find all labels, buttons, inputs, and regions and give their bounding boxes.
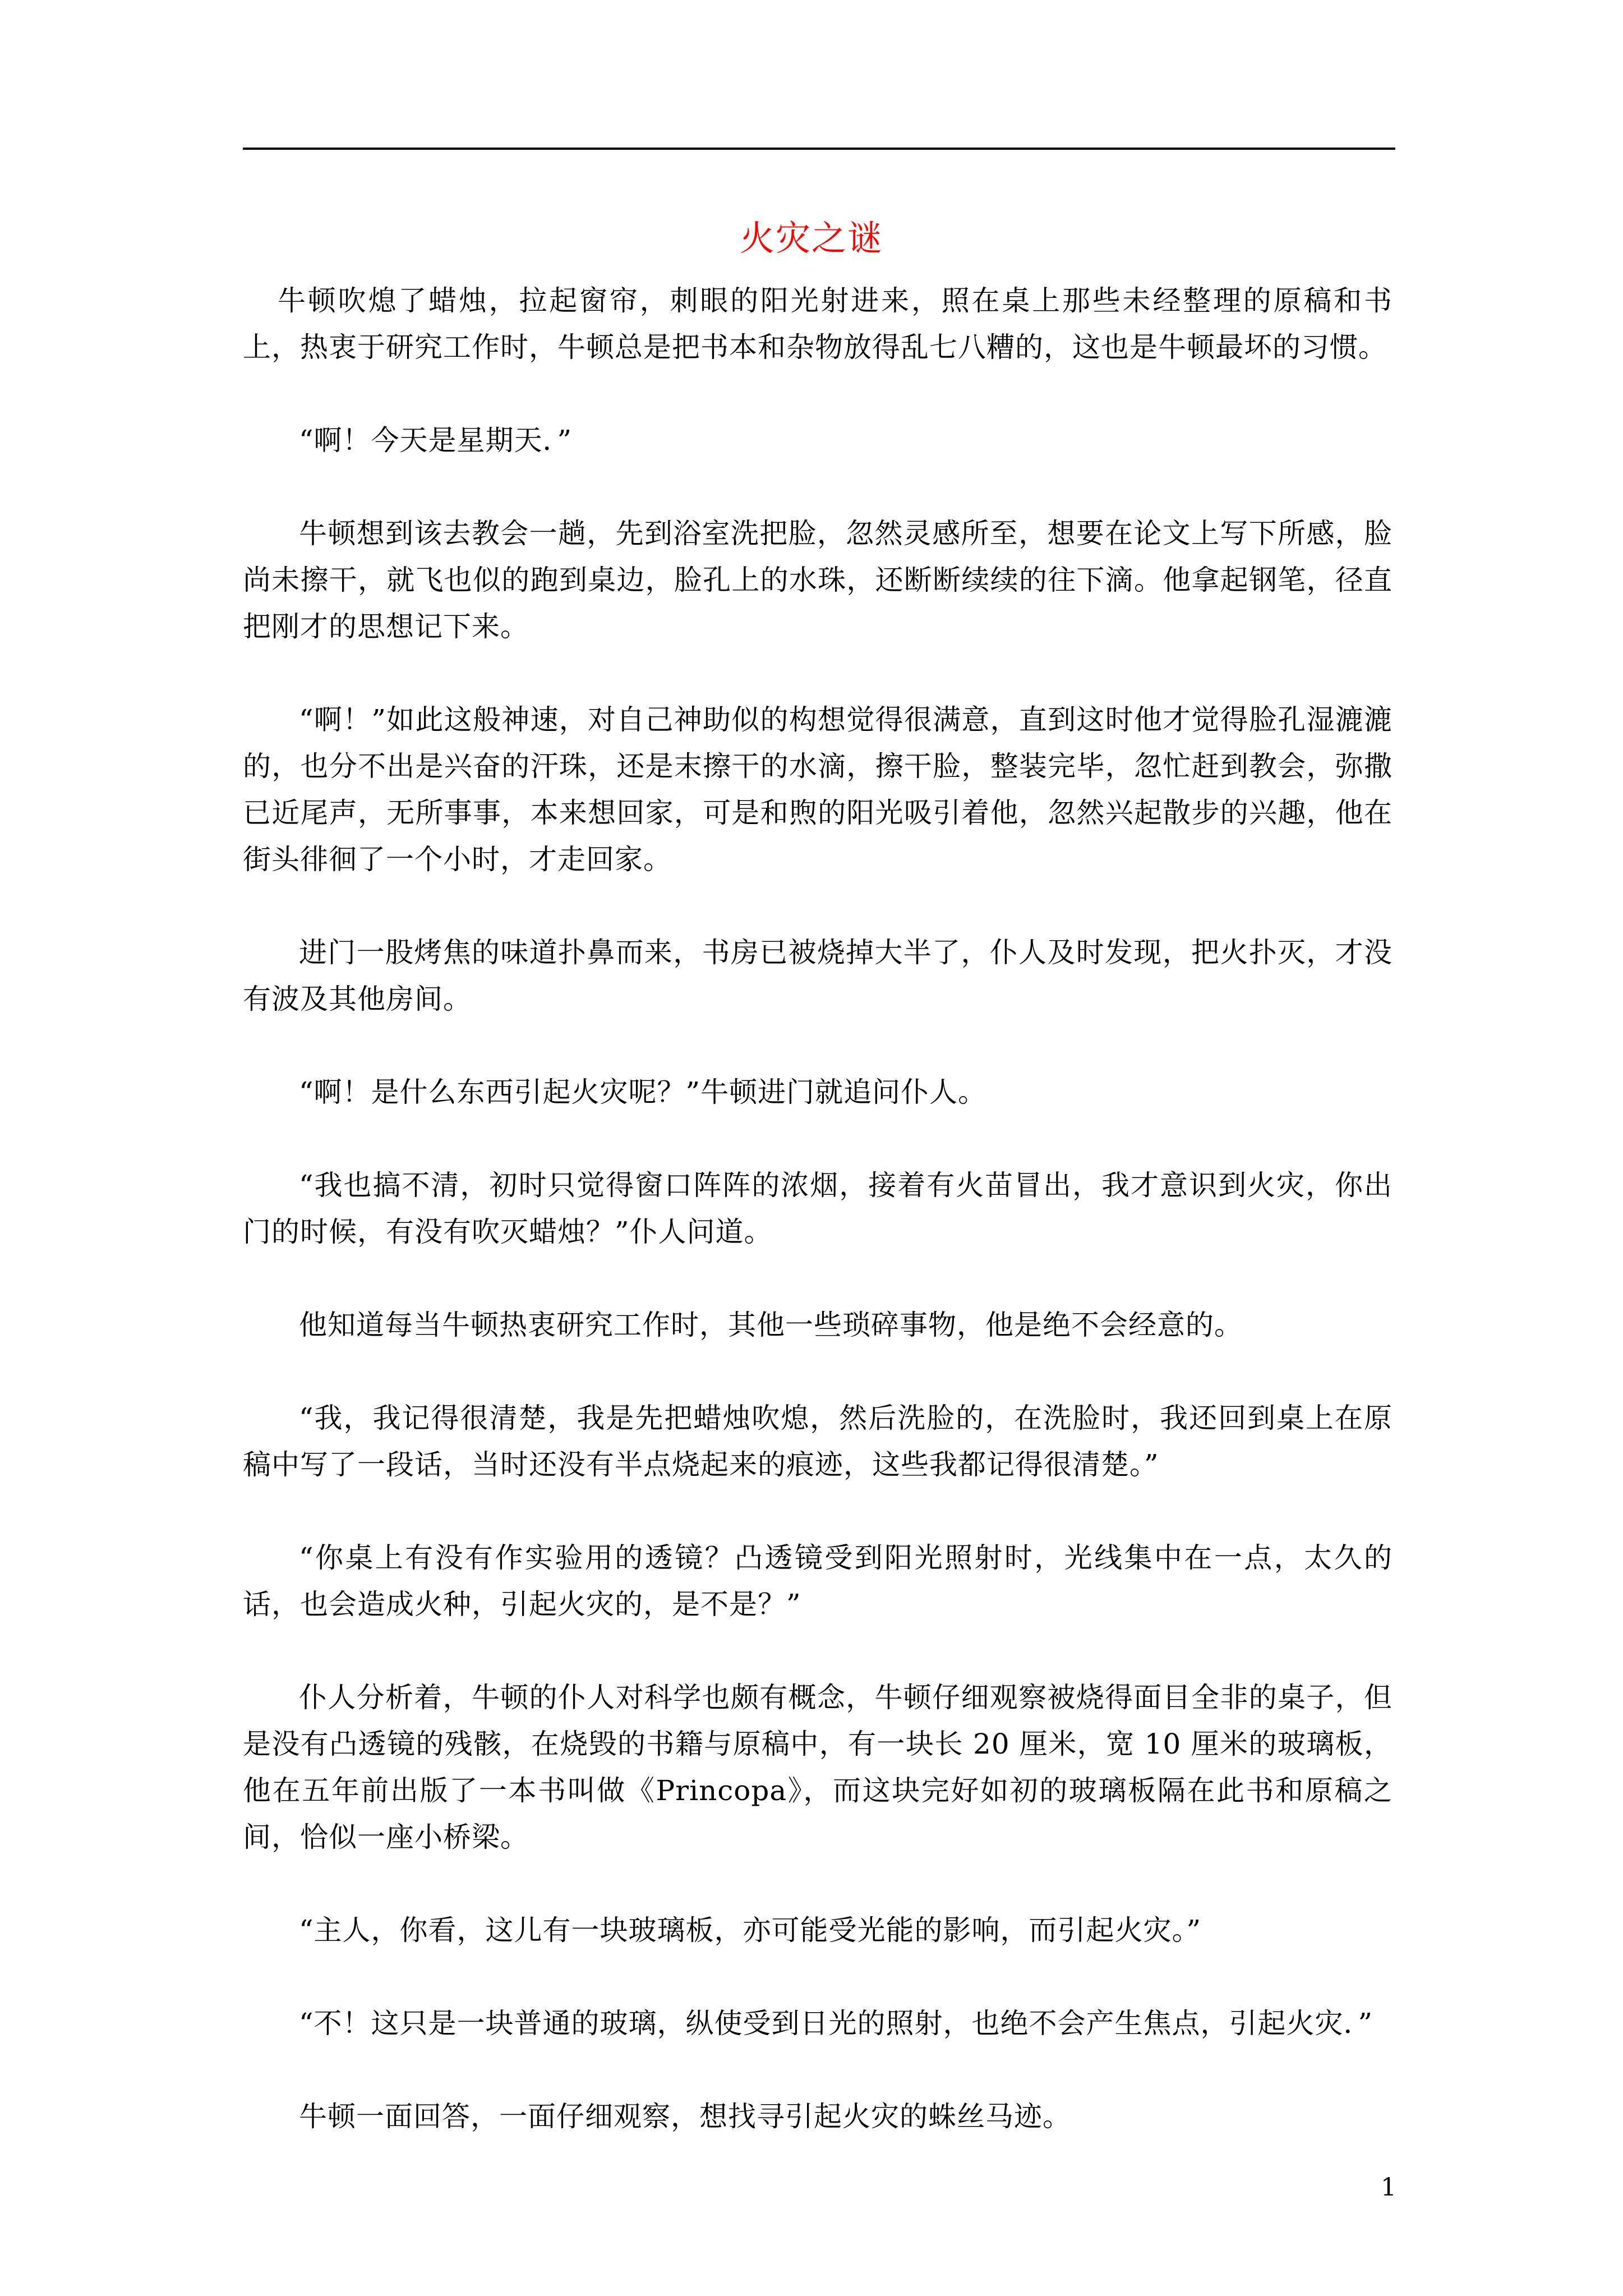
- paragraph-11: 仆人分析着，牛顿的仆人对科学也颇有概念，牛顿仔细观察被烧得面目全非的桌子，但是没有凸透镜的残骸，在烧毁的书籍与原稿中，有一块长 20 厘米，宽 10 厘米的玻璃板，他在五年前出版了一本书叫做《Princopa》，而这块完好如初的玻璃板隔在此书和原稿之间，恰似一座小桥梁。: [243, 1681, 1393, 1853]
- paragraph-10: “你桌上有没有作实验用的透镜？凸透镜受到阳光照射时，光线集中在一点，太久的话，也会造成火种，引起火灾的，是不是？”: [243, 1542, 1393, 1621]
- page-number: 1: [1381, 2173, 1396, 2202]
- document-title: 火灾之谜: [739, 218, 883, 259]
- paragraph-4: “啊！”如此这般神速，对自己神助似的构想觉得很满意，直到这时他才觉得脸孔湿漉漉的，也分不出是兴奋的汗珠，还是末擦干的水滴，擦干脸，整装完毕，忽忙赶到教会，弥撒已近尾声，无所事事，本来想回家，可是和煦的阳光吸引着他，忽然兴起散步的兴趣，他在街头徘徊了一个小时，才走回家。: [243, 703, 1393, 876]
- header-rule: [243, 148, 1395, 150]
- paragraph-1: 牛顿吹熄了蜡烛，拉起窗帘，刺眼的阳光射进来，照在桌上那些未经整理的原稿和书上，热衷于研究工作时，牛顿总是把书本和杂物放得乱七八糟的，这也是牛顿最坏的习惯。: [243, 284, 1393, 364]
- document-body: [243, 278, 1393, 2187]
- paragraph-6: “啊！是什么东西引起火灾呢？”牛顿进门就追问仆人。: [299, 1076, 987, 1108]
- paragraph-12: “主人，你看，这儿有一块玻璃板，亦可能受光能的影响，而引起火灾。”: [299, 1914, 1202, 1947]
- paragraph-5: 进门一股烤焦的味道扑鼻而来，书房已被烧掉大半了，仆人及时发现，把火扑灭，才没有波及其他房间。: [243, 936, 1393, 1015]
- paragraph-14: 牛顿一面回答，一面仔细观察，想找寻引起火灾的蛛丝马迹。: [299, 2100, 1071, 2133]
- paragraph-9: “我，我记得很清楚，我是先把蜡烛吹熄，然后洗脸的，在洗脸时，我还回到桌上在原稿中写了一段话，当时还没有半点烧起来的痕迹，这些我都记得很清楚。”: [243, 1402, 1393, 1481]
- paragraph-3: 牛顿想到该去教会一趟，先到浴室洗把脸，忽然灵感所至，想要在论文上写下所感，脸尚未擦干，就飞也似的跑到桌边，脸孔上的水珠，还断断续续的往下滴。他拿起钢笔，径直把刚才的思想记下来。: [243, 517, 1393, 643]
- paragraph-2: “啊！今天是星期天．”: [299, 424, 573, 457]
- paragraph-7: “我也搞不清，初时只觉得窗口阵阵的浓烟，接着有火苗冒出，我才意识到火灾，你出门的时候，有没有吹灭蜡烛？”仆人问道。: [243, 1169, 1393, 1248]
- paragraph-8: 他知道每当牛顿热衷研究工作时，其他一些琐碎事物，他是绝不会经意的。: [299, 1309, 1243, 1341]
- paragraph-13: “不！这只是一块普通的玻璃，纵使受到日光的照射，也绝不会产生焦点，引起火灾．”: [299, 2007, 1373, 2040]
